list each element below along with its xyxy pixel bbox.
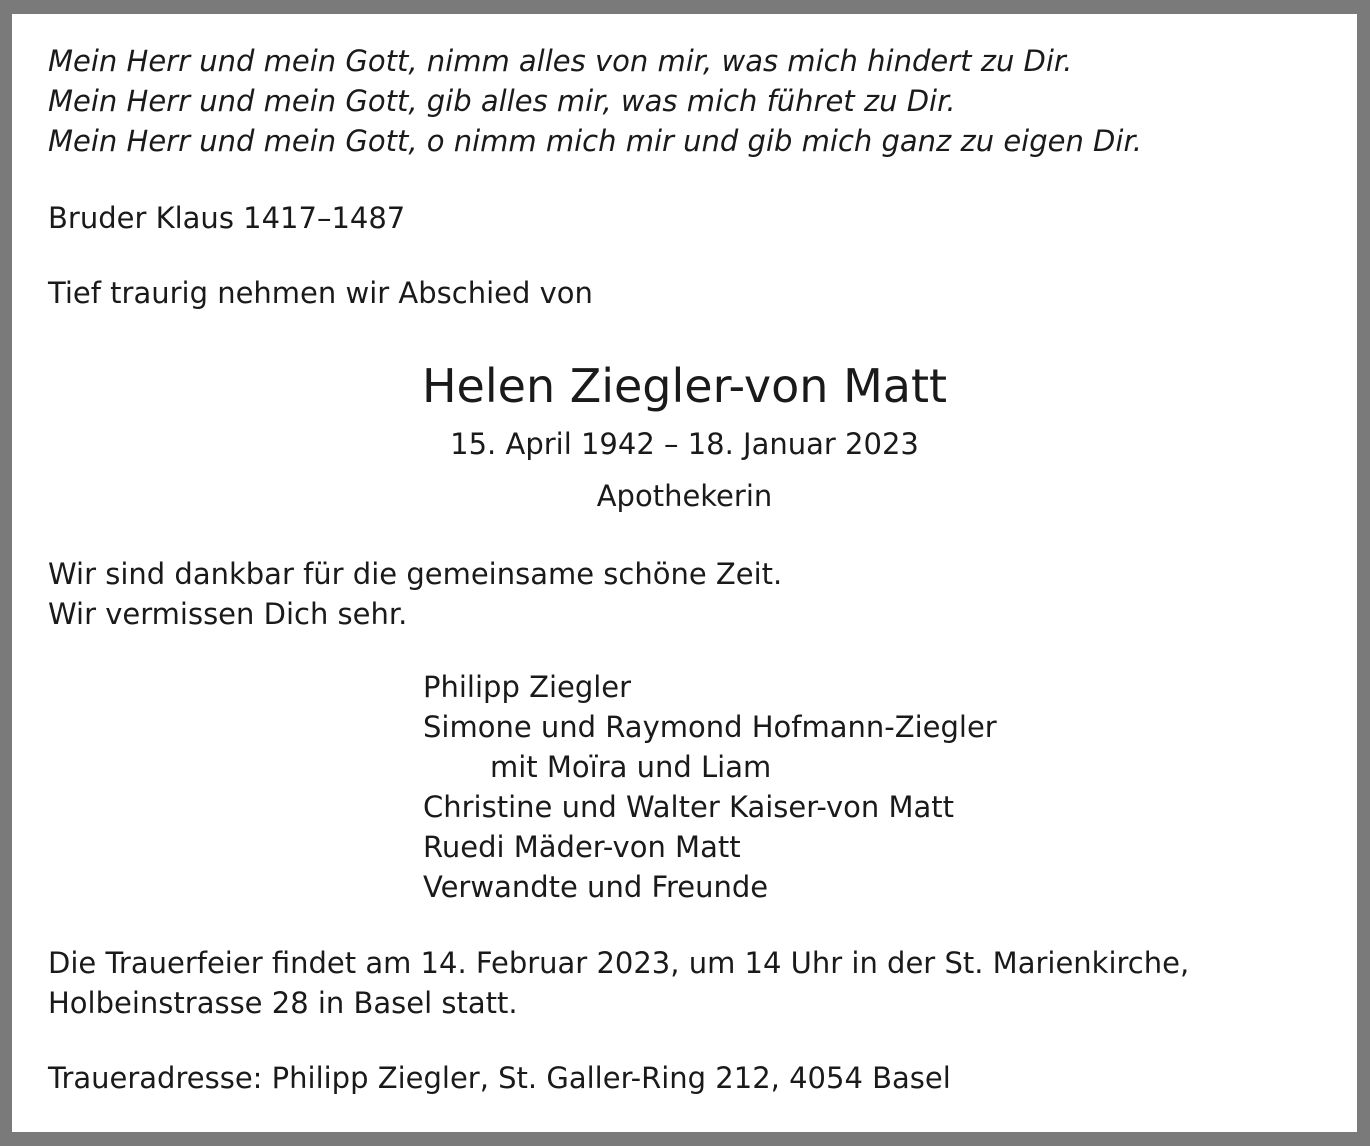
service-info (48, 943, 1189, 1023)
prayer-quote (48, 41, 1142, 161)
prayer-line: Mein Herr und mein Gott, o nimm mich mir und gib mich ganz zu eigen Dir. (48, 124, 1142, 158)
obituary-page (12, 14, 1357, 1132)
mourner-entry: mit Moïra und Liam (490, 750, 772, 784)
mourners-list (423, 667, 997, 907)
gratitude-line: Wir vermissen Dich sehr. (48, 597, 408, 631)
deceased-profession: Apothekerin (596, 479, 773, 513)
mourner-entry: Philipp Ziegler (423, 670, 632, 704)
mourner-entry: Ruedi Mäder-von Matt (423, 830, 741, 864)
service-line: Holbeinstrasse 28 in Basel statt. (48, 986, 518, 1020)
quote-attribution: Bruder Klaus 1417–1487 (48, 201, 406, 235)
deceased-dates: 15. April 1942 – 18. Januar 2023 (450, 427, 919, 461)
prayer-line: Mein Herr und mein Gott, nimm alles von mir, was mich hindert zu Dir. (48, 44, 1073, 78)
mourner-entry: Verwandte und Freunde (423, 870, 769, 904)
intro-text: Tief traurig nehmen wir Abschied von (48, 276, 593, 310)
deceased-name: Helen Ziegler-von Matt (421, 359, 948, 413)
mourner-entry: Simone und Raymond Hofmann-Ziegler (423, 710, 997, 744)
service-line: Die Trauerfeier findet am 14. Februar 2023, um 14 Uhr in der St. Marienkirche, (48, 946, 1190, 980)
prayer-line: Mein Herr und mein Gott, gib alles mir, was mich führet zu Dir. (48, 84, 956, 118)
gratitude-line: Wir sind dankbar für die gemeinsame schöne Zeit. (48, 557, 783, 591)
mourner-entry: Christine und Walter Kaiser-von Matt (423, 790, 955, 824)
mourning-address: Traueradresse: Philipp Ziegler, St. Galler-Ring 212, 4054 Basel (48, 1061, 951, 1095)
gratitude-text (48, 554, 782, 634)
